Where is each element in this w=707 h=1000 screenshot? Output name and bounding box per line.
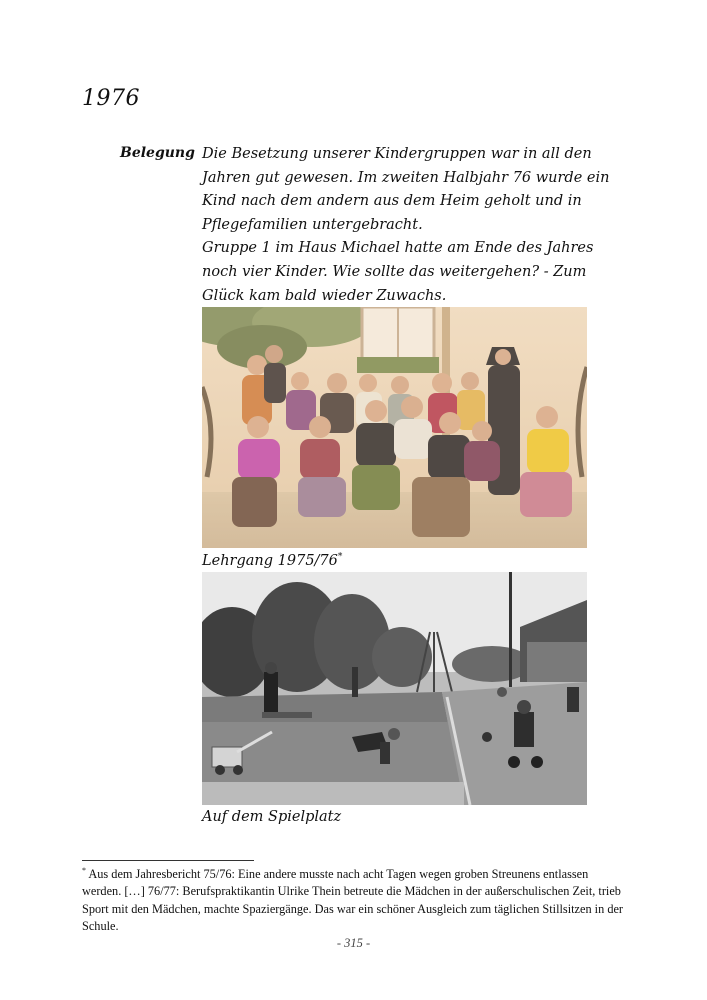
body-paragraph: Die Besetzung unserer Kindergruppen war in all den Jahren gut gewesen. Im zweiten Halbjahr 76 wurde ein Kind nach dem andern aus dem Heim geholt und in Pflegefamilien untergebracht.: [202, 146, 610, 233]
page-year-heading: 1976: [82, 86, 140, 111]
footnote-reference: *: [337, 552, 343, 562]
caption-text: Lehrgang 1975/76: [202, 552, 338, 569]
page-number: - 315 -: [336, 936, 371, 950]
body-paragraph: Gruppe 1 im Haus Michael hatte am Ende des Jahres noch vier Kinder. Wie sollte das weitergehen? - Zum Glück kam bald wieder Zuwachs.: [202, 240, 594, 304]
section-label: Belegung: [120, 145, 195, 161]
group-photo: [202, 307, 587, 548]
footnote-mark: *: [82, 865, 86, 875]
playground-photo: [202, 572, 587, 805]
footnote: [82, 866, 627, 936]
photo-caption: [202, 552, 342, 569]
section-body: [202, 143, 622, 308]
footnote-divider: [82, 860, 254, 861]
footnote-text: Aus dem Jahresbericht 75/76: Eine andere musste nach acht Tagen wegen groben Streunens entlassen werden. […] 76/77: Berufspraktikantin Ulrike Thein betreute die Mädchen in der außerschulischen Zeit, trieb Sport mit den Mädchen, machte Spaziergänge. Das war ein schöner Ausgleich zum täglichen Stillsitzen in der Schule.: [82, 867, 624, 934]
photo-caption: Auf dem Spielplatz: [202, 809, 342, 825]
